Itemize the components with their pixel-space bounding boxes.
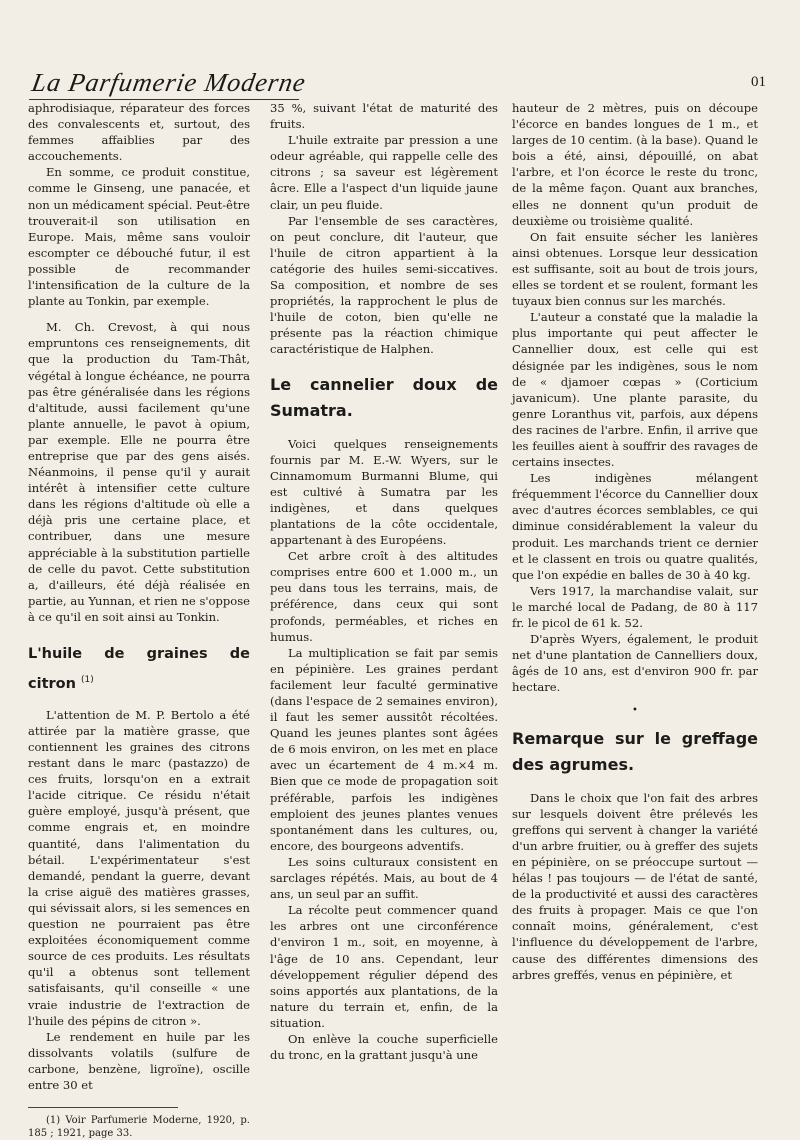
footnote: (1) Voir Parfumerie Moderne, 1920, p. 185 ; 1921, page 33. [28,1115,250,1140]
paragraph: L'huile extraite par pression a une odeur agréable, qui rappelle celle des citrons ; sa saveur est légèrement âcre. Elle a l'aspect d'un liquide jaune clair, un peu fluide. [270,133,498,212]
paragraph: L'attention de M. P. Bertolo a été attirée par la matière grasse, que contiennent les graines des citrons restant dans le marc (pastazzo) de ces fruits, lorsqu'on en a extrait l'acide citrique. Ce résidu n'était guère employé, jusqu'à présent, que comme engrais et, en moindre quantité, dans l'alimentation du bétail. L'expérimentateur s'est demandé, pendant la guerre, devant la crise aiguë des matières grasses, qui sévissait alors, si les semences en question ne pourraient pas être exploitées économiquement comme source de ces produits. Les résultats qu'il a obtenus sont tellement satisfaisants, qu'il conseille « une vraie industrie de l'extraction de l'huile des pépins de citron ». [28,707,250,1028]
paragraph: D'après Wyers, également, le produit net d'une plantation de Cannelliers doux, âgés de 10 ans, est d'environ 900 fr. par hectare. [512,632,758,695]
paragraph: La récolte peut commencer quand les arbres ont une circonférence d'environ 1 m., soit, en moyenne, à l'âge de 10 ans. Cependant, leur développement régulier dépend des soins apportés aux plantations, de la nature du terrain et, enfin, de la situation. [270,903,498,1030]
paragraph: Voici quelques renseignements fournis par M. E.-W. Wyers, sur le Cinnamomum Burmanni Blume, qui est cultivé à Sumatra par les indigènes, et dans quelques plantations de la côte occidentale, appartenant à des Européens. [270,436,498,548]
masthead-logo [29,68,308,98]
paragraph: Les soins culturaux consistent en sarclages répétés. Mais, au bout de 4 ans, un seul par an suffit. [270,854,498,902]
paragraph: L'auteur a constaté que la maladie la plus importante qui peut affecter le Cannellier doux, est celle qui est désignée par les indigènes, sous le nom de « djamoer cœpas » (Corticium javanicum). Une plante parasite, du genre Loranthus vit, parfois, aux dépens des racines de l'arbre. Enfin, il arrive que les feuilles aient à souffrir des ravages de certains insectes. [512,310,758,470]
paragraph: aphrodisiaque, réparateur des forces des convalescents et, surtout, des femmes affaiblies par des accouchements. [28,101,250,164]
footnote-divider [28,1107,178,1108]
column-3 [512,100,758,983]
page-header [0,0,800,100]
paragraph: Les indigènes mélangent fréquemment l'écorce du Cannellier doux avec d'autres écorces semblables, ce qui diminue considérablement la valeur du produit. Les marchands trient ce dernier et le classent en trois ou quatre qualités, que l'on expédie en balles de 30 à 40 kg. [512,471,758,582]
paragraph: On enlève la couche superficielle du tronc, en la grattant jusqu'à une [270,1031,498,1063]
paragraph: Le rendement en huile par les dissolvants volatils (sulfure de carbone, benzène, ligroïne), oscille entre 30 et [28,1029,250,1092]
paragraph: Par l'ensemble de ses caractères, on peut conclure, dit l'auteur, que l'huile de citron appartient à la catégorie des huiles semi-siccatives. Sa composition, et nombre de ses propriétés, la rapprochent le plus de l'huile de coton, bien qu'elle ne présente pas la réaction chimique caractéristique de Halphen. [270,213,498,357]
footnote-marker: (1) [81,675,94,685]
section-heading-agrumes: Remarque sur le greffage des agrumes. [512,728,758,774]
masthead-title: La Parfumerie Moderne [29,68,309,97]
column-2 [270,100,498,1063]
section-heading-text: L'huile de graines de citron [28,646,250,692]
paragraph: hauteur de 2 mètres, puis on découpe l'écorce en bandes longues de 1 m., et larges de 10 centim. (à la base). Quand le bois a été, ainsi, dépouillé, on abat l'arbre, et l'on écorce le reste du tronc, de la même façon. Quant aux branches, elles ne donnent qu'un produit de deuxième ou troisième qualité. [512,101,758,228]
paragraph: En somme, ce produit constitue, comme le Ginseng, une panacée, et non un médicament spécial. Peut-être trouverait-il son utilisation en Europe. Mais, même sans vouloir escompter ce débouché futur, il est possible de recommander l'intensification de la culture de la plante au Tonkin, par exemple. [28,165,250,309]
paragraph: 35 %, suivant l'état de maturité des fruits. [270,101,498,132]
paragraph: Vers 1917, la marchandise valait, sur le marché local de Padang, de 80 à 117 fr. le picol de 61 k. 52. [512,583,758,630]
paragraph: La multiplication se fait par semis en pépinière. Les graines perdant facilement leur faculté germinative (dans l'espace de 2 semaines environ), il faut les semer aussitôt récoltées. Quand les jeunes plantes sont âgées de 6 mois environ, on les met en place avec un écartement de 4 m.×4 m. Bien que ce mode de propagation soit préférable, parfois les indigènes emploient des jeunes plantes venues spontanément dans les cultures, ou, encore, des bourgeons adventifs. [270,645,498,853]
section-heading-cannelier: Le cannelier doux de Sumatra. [270,374,498,420]
section-separator-bullet: • [632,705,638,717]
paragraph: Dans le choix que l'on fait des arbres sur lesquels doivent être prélevés les greffons qui servent à changer la variété d'un arbre fruitier, ou à greffer des sujets en pépinière, on se préoccupe surtout — hélas ! pas toujours — de l'état de santé, de la productivité et aussi des caractères des fruits à propager. Mais ce que l'on connaît moins, généralement, c'est l'influence du développement de l'arbre, cause des différentes dimensions des arbres greffés, venus en pépinière, et [512,790,758,982]
paragraph: Cet arbre croît à des altitudes comprises entre 600 et 1.000 m., un peu dans tous les terrains, mais, de préférence, dans ceux qui sont profonds, perméables, et riches en humus. [270,549,498,644]
paragraph: On fait ensuite sécher les lanières ainsi obtenues. Lorsque leur dessication est suffisante, soit au bout de trois jours, elles se tordent et se roulent, formant les tuyaux bien connus sur les marchés. [512,229,758,309]
paragraph: M. Ch. Crevost, à qui nous empruntons ces renseignements, dit que la production du Tam-Thât, végétal à longue échéance, ne pourra pas être généralisée dans les régions d'altitude, aussi facilement qu'une plante annuelle, le pavot à opium, par exemple. Elle ne pourra être entreprise que par des gens aisés. Néanmoins, il pense qu'il y aurait intérêt à intensifier cette culture dans les régions d'altitude où elle a déjà pris une certaine place, et contribuer, dans une mesure appréciable à la substitution partielle de celle du pavot. Cette substitution a, d'ailleurs, été déjà réalisée en partie, au Yunnan, et rien ne s'oppose à ce qu'il en soit ainsi au Tonkin. [28,320,250,624]
column-1 [28,100,250,1140]
section-heading-citron [28,641,250,697]
page-number: 01 [751,74,766,90]
